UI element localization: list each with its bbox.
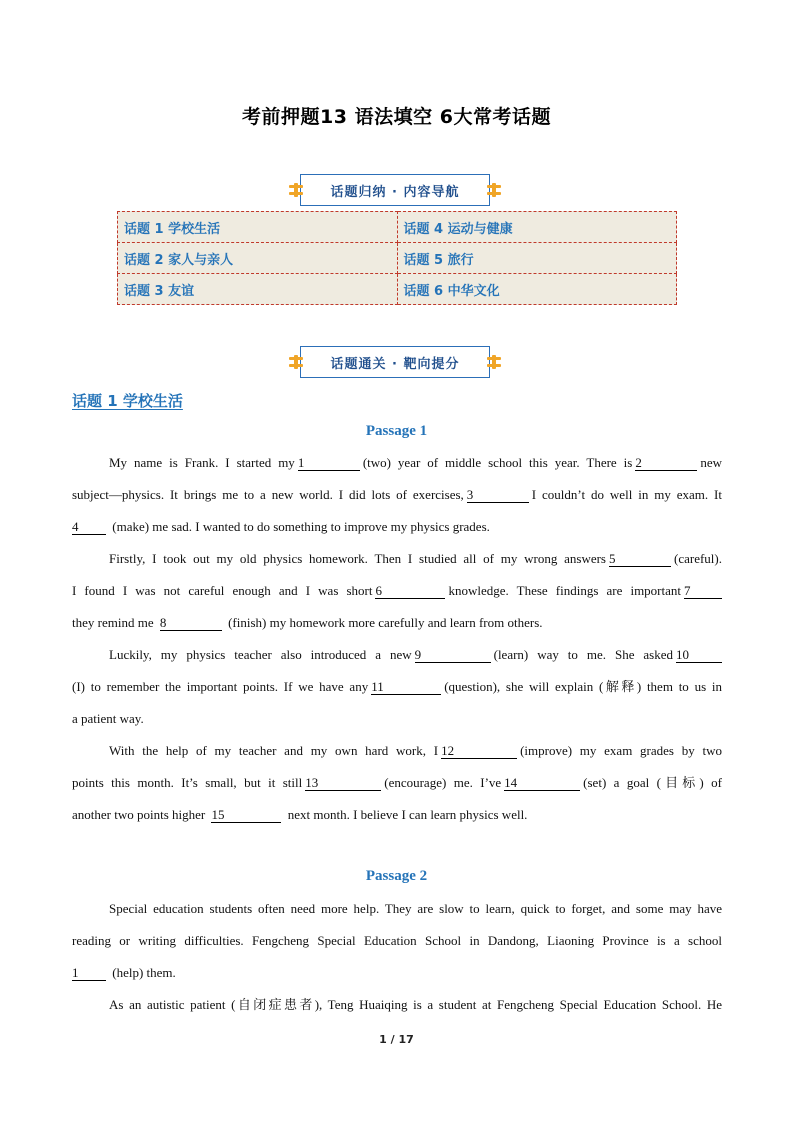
banner-right-decoration-icon [487,355,501,369]
page-title: 考前押题13 语法填空 6大常考话题 [242,106,551,128]
banner-practice [300,346,490,378]
blank-2[interactable]: 2 [635,455,697,471]
nav-topic-2[interactable]: 话题 2 家人与亲人 [118,243,398,274]
passage-1-line: another two points higher 15 next month. I believe I can learn physics well. [72,807,528,822]
nav-topic-3[interactable]: 话题 3 友谊 [118,274,398,305]
banner-left-decoration-icon [289,183,303,197]
page-number: 1 / 17 [379,1033,414,1046]
blank-6[interactable]: 6 [375,583,445,599]
blank-5[interactable]: 5 [609,551,671,567]
passage-2-blank-1[interactable]: 1 [72,965,106,981]
nav-topic-5[interactable]: 话题 5 旅行 [397,243,677,274]
nav-topic-4[interactable]: 话题 4 运动与健康 [397,212,677,243]
banner-left-decoration-icon [289,355,303,369]
nav-topic-6[interactable]: 话题 6 中华文化 [397,274,677,305]
blank-10[interactable]: 10 [676,647,722,663]
blank-7[interactable]: 7 [684,583,722,599]
blank-11[interactable]: 11 [371,679,441,695]
banner-right-decoration-icon [487,183,501,197]
blank-4[interactable]: 4 [72,519,106,535]
passage-1-line: subject—physics. It brings me to a new world. I did lots of exercises, 3 I couldn’t do well in my exam. It [72,487,722,502]
blank-8[interactable]: 8 [160,615,222,631]
passage-1-line: a patient way. [72,711,144,726]
banner-content-nav [300,174,490,206]
passage-1-line: With the help of my teacher and my own hard work, I 12 (improve) my exam grades by two [109,743,722,758]
passage-1-line: I found I was not careful enough and I was short 6 knowledge. These findings are important 7 [72,575,722,607]
topic-nav-table [117,211,677,305]
section-heading-topic-1[interactable]: 话题 1 学校生活 [72,392,183,410]
blank-1[interactable]: 1 [298,455,360,471]
passage-1-line: points this month. It’s small, but it still 13 (encourage) me. I’ve 14 (set) a goal (目标) of [72,775,722,790]
passage-1-line: 4 (make) me sad. I wanted to do something to improve my physics grades. [72,519,490,534]
blank-3[interactable]: 3 [467,487,529,503]
blank-13[interactable]: 13 [305,775,381,791]
blank-15[interactable]: 15 [211,807,281,823]
passage-1-line: Luckily, my physics teacher also introduced a new 9 (learn) way to me. She asked 10 [72,639,722,671]
passage-2-title: Passage 2 [365,868,428,884]
passage-2-line: 1 (help) them. [72,965,176,980]
banner-content-nav-label: 话题归纳 · 内容导航 [330,184,460,200]
passage-1-line: they remind me 8 (finish) my homework more carefully and learn from others. [72,615,543,630]
banner-practice-label: 话题通关 · 靶向提分 [330,356,460,372]
passage-2-line: reading or writing difficulties. Fengcheng Special Education School in Dandong, Liaoning Province is a school [72,933,722,948]
nav-topic-1[interactable]: 话题 1 学校生活 [118,212,398,243]
blank-12[interactable]: 12 [441,743,517,759]
passage-1-line: (I) to remember the important points. If we have any 11 (question), she will explain (解释) them to us in [72,679,722,694]
passage-2-line: Special education students often need more help. They are slow to learn, quick to forget, and some may have [109,901,722,916]
passage-1-title: Passage 1 [365,423,428,439]
blank-9[interactable]: 9 [415,647,491,663]
passage-1-line: My name is Frank. I started my 1 (two) year of middle school this year. There is 2 new [109,455,722,470]
passage-2-line: As an autistic patient (自闭症患者), Teng Huaiqing is a student at Fengcheng Special Education School. He [109,997,722,1012]
passage-1-line: Firstly, I took out my old physics homework. Then I studied all of my wrong answers 5 (careful). [109,551,722,566]
blank-14[interactable]: 14 [504,775,580,791]
